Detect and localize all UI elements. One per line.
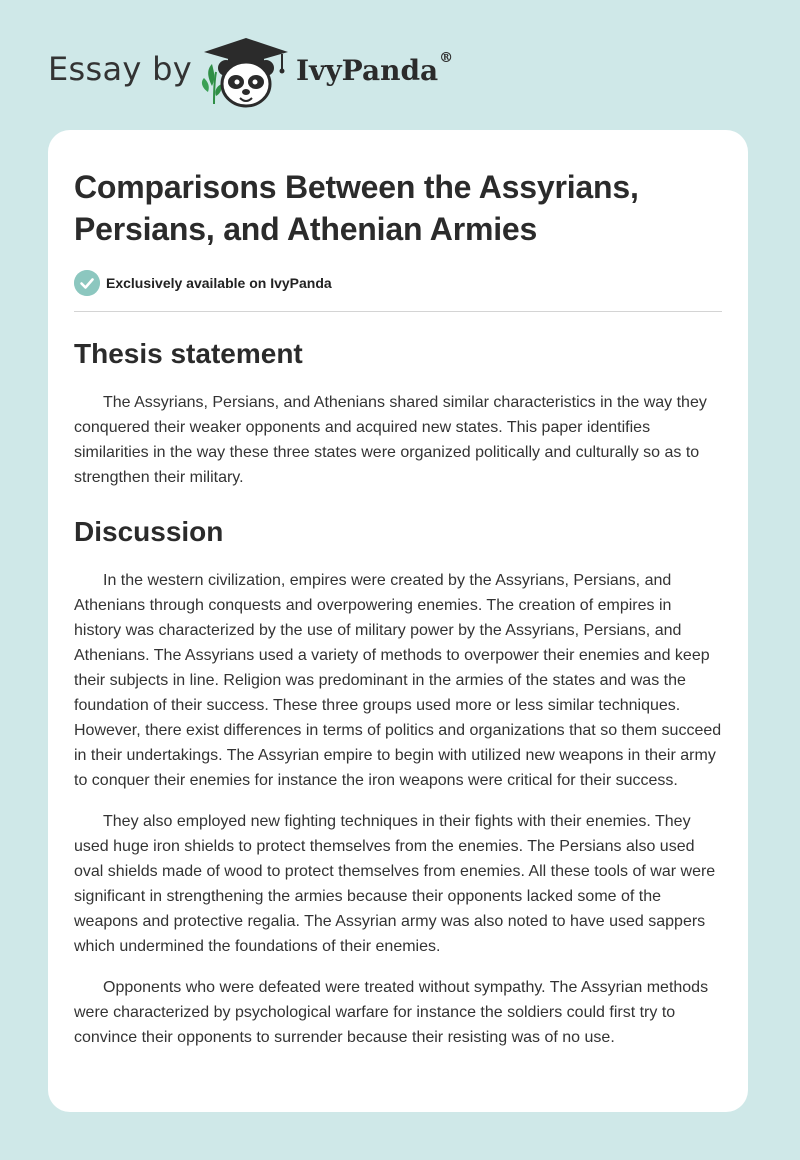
page-title — [74, 166, 722, 250]
trademark-symbol: ® — [439, 50, 454, 66]
brand-prefix: Essay by — [48, 50, 192, 88]
badge-text: Exclusively available on IvyPanda — [106, 275, 332, 291]
essay-card — [48, 130, 748, 1112]
panda-graduate-logo-icon[interactable] — [198, 34, 294, 110]
site-header — [0, 0, 800, 130]
brand-name[interactable]: IvyPanda® — [296, 50, 454, 87]
title-line-2: Persians, and Athenian Armies — [74, 211, 538, 247]
check-circle-icon — [74, 270, 100, 296]
divider — [74, 311, 722, 312]
paragraph-thesis-1: The Assyrians, Persians, and Athenians shared similar characteristics in the way they conquered their weaker opponents and acquired new states. This paper identifies similarities in the way these three states were organized politically and culturally so as to strengthen their military. — [74, 394, 707, 486]
paragraph-discussion-1: In the western civilization, empires were created by the Assyrians, Persians, and Athenians through conquests and overpowering enemies. The creation of empires in history was characterized by the use of military power by the Assyrians, Persians, and Athenians. The Assyrians used a variety of methods to overpower their enemies and keep their subjects in line. Religion was predominant in the armies of the states and was the foundation of their success. These three groups used more or less similar techniques. However, there exist differences in terms of politics and organizations that so them succeed in their undertakings. The Assyrian empire to begin with utilized new weapons in their army to conquer their enemies for instance the iron weapons were critical for their success. — [74, 572, 722, 789]
exclusive-badge — [74, 270, 722, 296]
section-heading-discussion: Discussion — [74, 516, 224, 547]
paragraph-discussion-3: Opponents who were defeated were treated without sympathy. The Assyrian methods were characterized by psychological warfare for instance the soldiers could first try to convince their opponents to surrender because their resisting was of no use. — [74, 979, 709, 1046]
section-heading-thesis: Thesis statement — [74, 338, 303, 369]
title-line-1: Comparisons Between the Assyrians, — [74, 169, 639, 205]
paragraph-discussion-2: They also employed new fighting techniques in their fights with their enemies. They used huge iron shields to protect themselves from the enemies. The Persians also used oval shields made of wood to protect themselves from enemies. All these tools of war were significant in strengthening the armies because their opponents lacked some of the weapons and protective regalia. The Assyrian army was also noted to have used sappers which undermined the foundations of their enemies. — [74, 813, 716, 955]
